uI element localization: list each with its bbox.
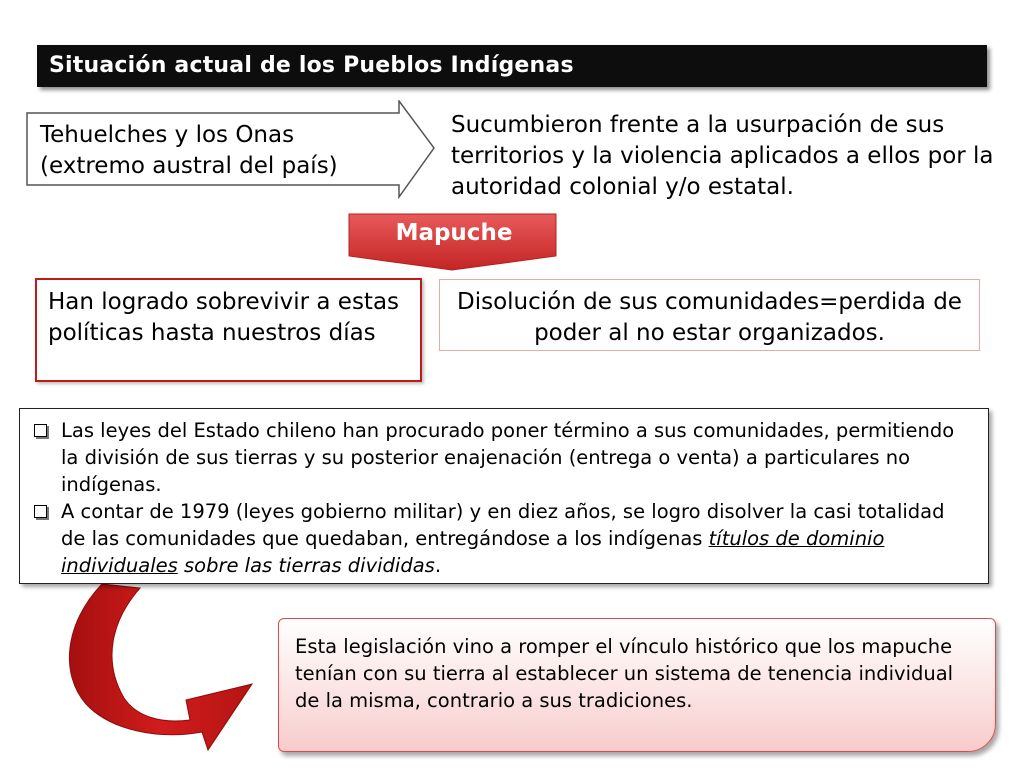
survive-text: Han logrado sobrevivir a estas políticas hasta nuestros días	[48, 289, 400, 346]
survive-box	[35, 278, 422, 382]
laws-bullet-2-underlined: títulos de dominio individuales	[61, 527, 885, 577]
laws-bullet-2-text	[34, 498, 974, 579]
laws-bullet-2-italic: sobre las tierras divididas	[177, 554, 435, 577]
laws-box	[19, 408, 989, 584]
legislation-box	[278, 618, 996, 752]
arrow-line-2: (extremo austral del país)	[40, 153, 338, 179]
laws-bullet-2-end: .	[434, 554, 442, 577]
dissolve-text: Disolución de sus comunidades=perdida de poder al no estar organizados.	[457, 289, 962, 346]
dissolve-box	[439, 279, 980, 351]
checkbox-bullet-icon	[34, 424, 47, 437]
mapuche-label: Mapuche	[395, 220, 513, 246]
title-bar	[37, 45, 987, 87]
checkbox-bullet-icon	[34, 505, 47, 518]
curved-arrow-icon	[40, 580, 270, 755]
arrow-result-text: Sucumbieron frente a la usurpación de sus territorios y la violencia aplicados a ellos por la autoridad colonial y/o estatal.	[451, 112, 994, 200]
laws-bullet-1	[34, 417, 974, 498]
arrow-line-1: Tehuelches y los Onas	[40, 122, 295, 148]
arrow-box-text	[40, 120, 400, 182]
laws-bullet-2-main: A contar de 1979 (leyes gobierno militar) y en diez años, se logro disolver la casi totalidad de las comunidades que quedaban, entregándose a los indígenas	[61, 500, 945, 550]
laws-bullet-2	[34, 498, 974, 579]
laws-bullet-1-text: Las leyes del Estado chileno han procurado poner término a sus comunidades, permitiendo la división de sus tierras y su posterior enajenación (entrega o venta) a particulares no indígenas.	[61, 419, 955, 496]
page-title: Situación actual de los Pueblos Indígenas	[49, 53, 574, 78]
legislation-text: Esta legislación vino a romper el vínculo histórico que los mapuche tenían con su tierra al establecer un sistema de tenencia individual de la misma, contrario a sus tradiciones.	[295, 635, 954, 712]
